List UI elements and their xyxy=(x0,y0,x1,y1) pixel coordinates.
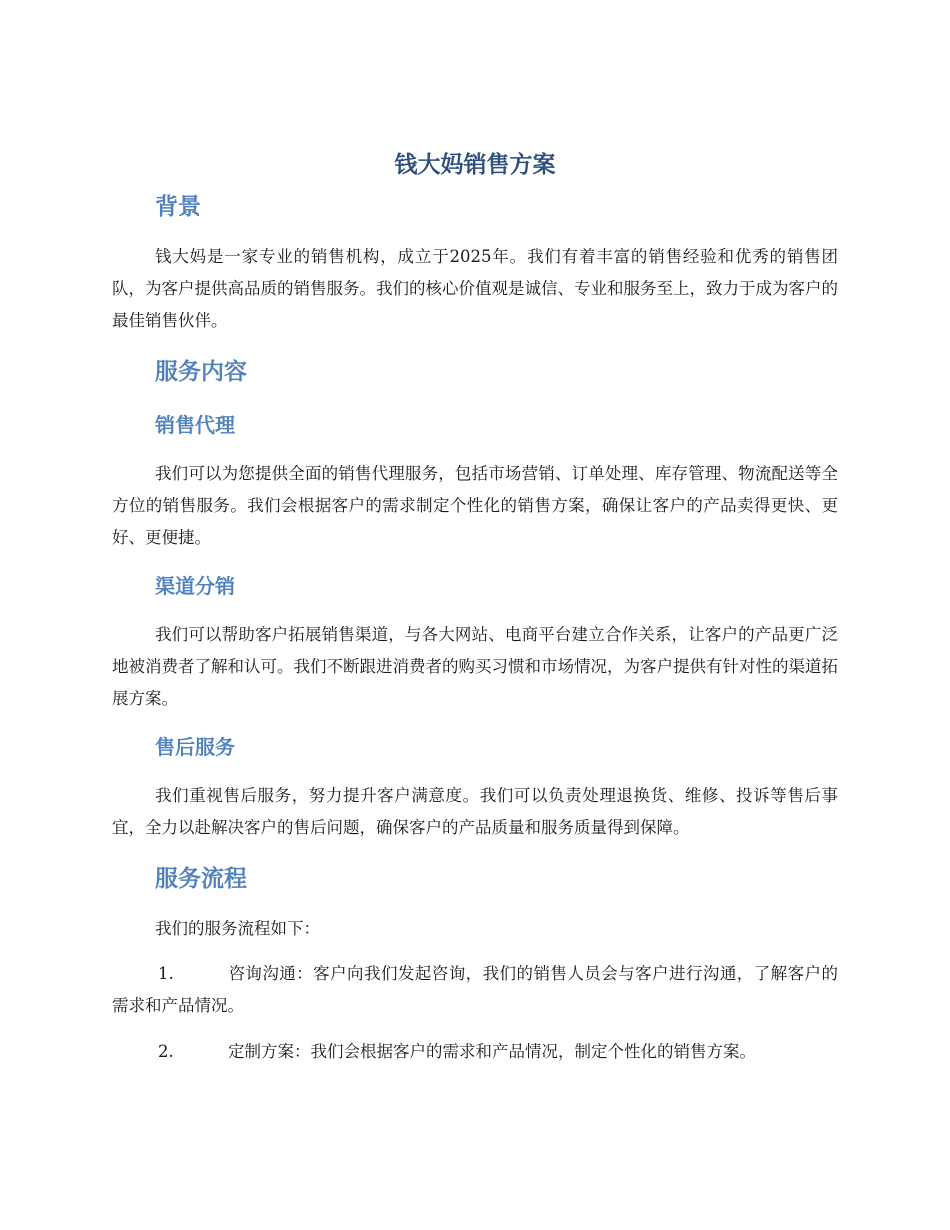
heading-sales-agency: 销售代理 xyxy=(155,413,235,437)
paragraph-sales-agency: 我们可以为您提供全面的销售代理服务，包括市场营销、订单处理、库存管理、物流配送等全方位的销售服务。我们会根据客户的需求制定个性化的销售方案，确保让客户的产品卖得更快、更好、更便捷。 xyxy=(112,464,838,547)
paragraph-after-sales: 我们重视售后服务，努力提升客户满意度。我们可以负责处理退换货、维修、投诉等售后事宜，全力以赴解决客户的售后问题，确保客户的产品质量和服务质量得到保障。 xyxy=(112,786,838,837)
paragraph-channel-distribution: 我们可以帮助客户拓展销售渠道，与各大网站、电商平台建立合作关系，让客户的产品更广泛地被消费者了解和认可。我们不断跟进消费者的购买习惯和市场情况，为客户提供有针对性的渠道拓展方案。 xyxy=(112,625,838,708)
list-item xyxy=(112,958,838,1022)
list-item-number: 1. xyxy=(158,964,174,983)
heading-process: 服务流程 xyxy=(155,866,247,892)
list-item xyxy=(112,1036,838,1068)
paragraph-process-intro: 我们的服务流程如下： xyxy=(155,919,320,938)
document-title: 钱大妈销售方案 xyxy=(394,152,556,178)
heading-services: 服务内容 xyxy=(155,359,247,385)
list-item-text: 咨询沟通：客户向我们发起咨询，我们的销售人员会与客户进行沟通，了解客户的需求和产品情况。 xyxy=(112,964,838,1015)
heading-after-sales: 售后服务 xyxy=(155,735,235,759)
heading-background: 背景 xyxy=(155,194,201,220)
heading-channel-distribution: 渠道分销 xyxy=(155,574,235,598)
paragraph-background: 钱大妈是一家专业的销售机构，成立于2025年。我们有着丰富的销售经验和优秀的销售团队，为客户提供高品质的销售服务。我们的核心价值观是诚信、专业和服务至上，致力于成为客户的最佳销售伙伴。 xyxy=(112,247,838,330)
list-item-number: 2. xyxy=(158,1042,174,1061)
list-item-text: 定制方案：我们会根据客户的需求和产品情况，制定个性化的销售方案。 xyxy=(228,1042,756,1061)
